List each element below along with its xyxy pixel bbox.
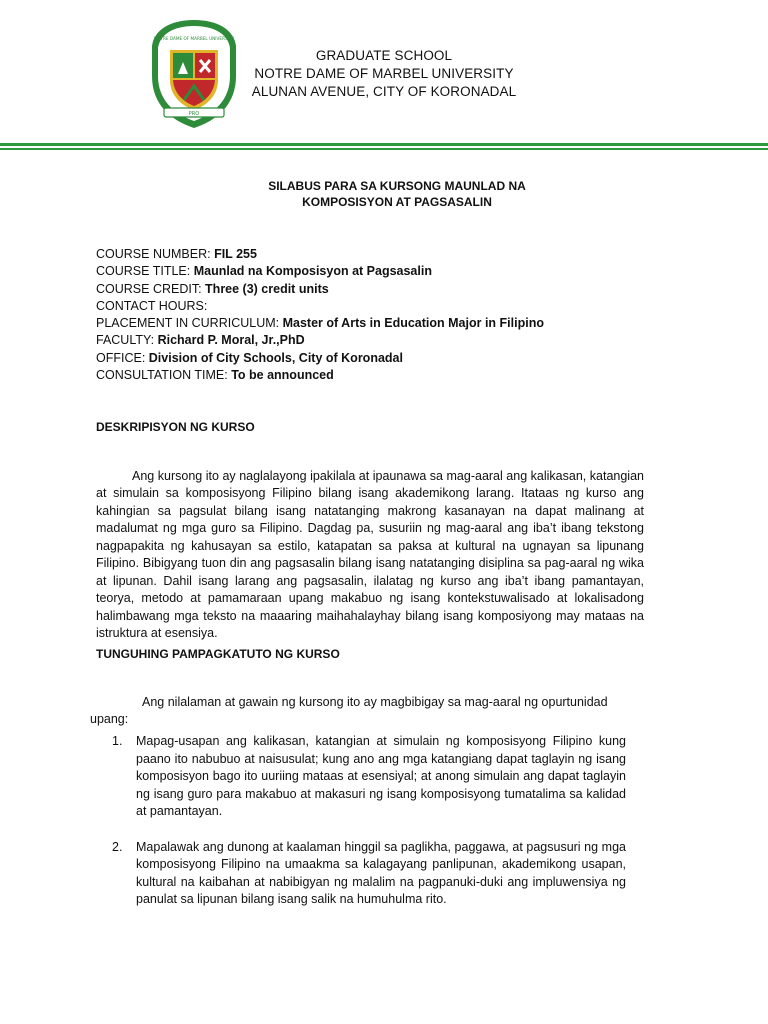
info-value: To be announced [231, 368, 334, 383]
info-value: Three (3) credit units [205, 281, 329, 296]
info-value: Master of Arts in Education Major in Filipino [282, 316, 544, 331]
info-label: COURSE CREDIT: [96, 281, 206, 296]
syllabus-title [200, 178, 594, 210]
header-divider-thick [0, 143, 768, 146]
info-label: PLACEMENT IN CURRICULUM: [96, 316, 283, 331]
seal-motto: PRO [188, 111, 200, 117]
school-line-university: NOTRE DAME OF MARBEL UNIVERSITY [254, 66, 514, 81]
syllabus-title-line-1: SILABUS PARA SA KURSONG MAUNLAD NA [268, 179, 526, 193]
school-line-graduate: GRADUATE SCHOOL [315, 48, 453, 63]
course-number-row [96, 246, 656, 263]
info-label: COURSE NUMBER: [96, 247, 215, 261]
school-header [240, 47, 528, 101]
description-paragraph: Ang kursong ito ay naglalayong ipakilala at ipaunawa sa mag-aaral ang kalikasan, katangian at simulain sa komposisyong Filipino bilang isang akademikong larang. Itataas ng kurso ang kahingian sa pagsulat bilang isang natatanging makrong kasanayan na dapat malinang at madalumat ng mga guro sa Filipino. Dagdag pa, susuriin ng mag-aaral ang iba’t ibang tekstong nagpapakita ng kahusayan sa estilo, katapatan sa paksa at kultural na ugnayan sa lipunang Filipino. Bibigyang tuon din ang pagsasalin bilang isang natatanging disiplina sa pag-aaral ng wika at lipunan. Dahil isang larang ang pagsasalin, ilalatag ng kurso ang iba’t ibang pamantayan, teorya, metodo at pamamaraan upang makabuo ng isang kontekstuwalisado at lokalisadong halimbawang mga teksto na maaaring maihahalayhay bilang isang komposiyong may mataas na istruktura at esensiya. [96, 468, 644, 640]
info-label: CONSULTATION TIME: [96, 368, 232, 383]
consultation-time-row [96, 367, 656, 384]
office-row [96, 350, 656, 367]
placement-row [96, 315, 656, 332]
list-item-text: Mapag-usapan ang kalikasan, katangian at simulain ng komposisyong Filipino kung paano ito nabubuo at naisusulat; kung ano ang mga katangiang dapat taglayin ng isang komposisyon bago ito uuriing mataas at esensiyal; at anong simulain ang dapat taglayin ng isang guro para makabuo at makasuri ng isang komposisyong tumatalima sa kalidad at pamantayan. [136, 734, 626, 818]
info-value: Division of City Schools, City of Koronadal [148, 350, 403, 365]
school-line-address: ALUNAN AVENUE, CITY OF KORONADAL [251, 84, 517, 99]
course-info [96, 246, 656, 384]
info-value: FIL 255 [214, 247, 257, 261]
list-item-number: 1. [112, 734, 123, 748]
info-value: Maunlad na Komposisyon at Pagsasalin [193, 264, 432, 279]
contact-hours-row [96, 298, 656, 315]
seal-top-text: NOTRE DAME OF MARBEL UNIVERSITY [154, 36, 234, 41]
list-item-text: Mapalawak ang dunong at kaalaman hinggil sa paglikha, paggawa, at pagsusuri ng mga komposisyong Filipino na umaakma sa kalagayang panlipunan, akademikong usapan, kultural na kaibahan at nabibigyan ng malalim na pagpanuki-duki ang impluwensiya ng panulat sa lipunan bilang isang salik na humuhulma rito. [136, 839, 626, 906]
info-value: Richard P. Moral, Jr.,PhD [157, 333, 305, 348]
info-label: CONTACT HOURS: [96, 298, 208, 313]
description-heading: DESKRIPISYON NG KURSO [96, 420, 255, 434]
university-seal-logo [148, 16, 240, 132]
list-item [96, 733, 626, 821]
course-credit-row [96, 281, 656, 298]
header-divider-thin [0, 148, 768, 150]
info-label: OFFICE: [96, 350, 149, 365]
list-item [96, 839, 626, 909]
objectives-list [96, 733, 626, 927]
faculty-row [96, 332, 656, 349]
info-label: FACULTY: [96, 333, 158, 348]
syllabus-title-line-2: KOMPOSISYON AT PAGSASALIN [302, 195, 492, 209]
objectives-intro: Ang nilalaman at gawain ng kursong ito ay magbibigay sa mag-aaral ng opurtunidad upang: [90, 694, 608, 726]
course-title-row [96, 263, 656, 280]
objectives-heading: TUNGUHING PAMPAGKATUTO NG KURSO [96, 647, 340, 661]
info-label: COURSE TITLE: [96, 264, 194, 279]
list-item-number: 2. [112, 839, 123, 854]
